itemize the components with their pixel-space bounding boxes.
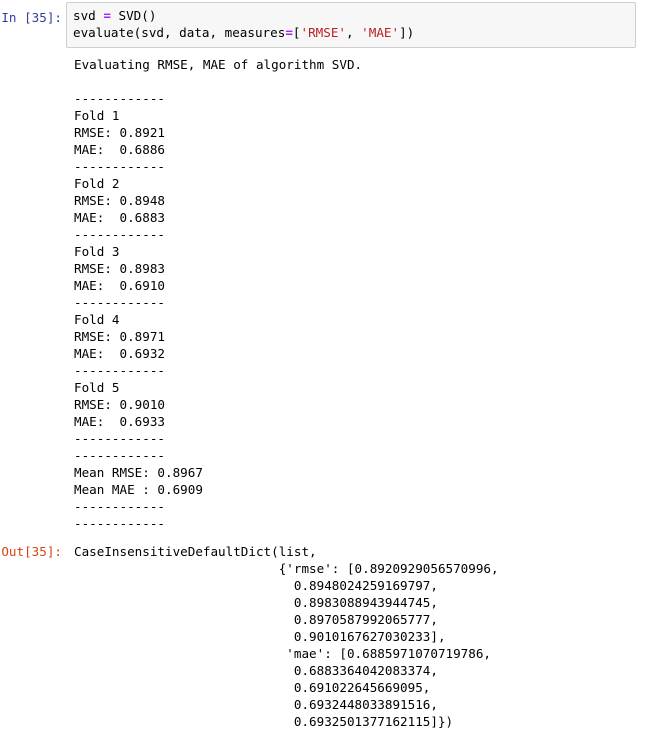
stdout-line: ------------ <box>74 363 165 378</box>
stdout-line: ------------ <box>74 448 165 463</box>
output-prompt: Out[35]: <box>1 544 62 559</box>
code-line-2: evaluate(svd, data, measures=['RMSE', 'MAE']) <box>73 25 415 40</box>
result-line: {'rmse': [0.8920929056570996, <box>74 561 499 576</box>
stdout-line: MAE: 0.6933 <box>74 414 165 429</box>
stdout-line: Fold 3 <box>74 244 120 259</box>
stdout-line: Fold 5 <box>74 380 120 395</box>
result-line: 0.691022645669095, <box>74 680 431 695</box>
result-line: 0.6932448033891516, <box>74 697 438 712</box>
stdout-line: Fold 4 <box>74 312 120 327</box>
result-output <box>74 543 499 730</box>
stdout-output <box>74 56 362 532</box>
result-line: 0.8983088943944745, <box>74 595 438 610</box>
stdout-line: RMSE: 0.8948 <box>74 193 165 208</box>
stdout-line: ------------ <box>74 516 165 531</box>
result-line: 0.8970587992065777, <box>74 612 438 627</box>
stdout-line: RMSE: 0.8971 <box>74 329 165 344</box>
stdout-line: RMSE: 0.8921 <box>74 125 165 140</box>
stdout-line: ------------ <box>74 91 165 106</box>
result-line: 0.9010167627030233], <box>74 629 446 644</box>
stdout-line: Fold 2 <box>74 176 120 191</box>
result-line: 'mae': [0.6885971070719786, <box>74 646 492 661</box>
stdout-line: Mean MAE : 0.6909 <box>74 482 203 497</box>
stdout-line: MAE: 0.6932 <box>74 346 165 361</box>
stdout-line: RMSE: 0.8983 <box>74 261 165 276</box>
result-line: CaseInsensitiveDefaultDict(list, <box>74 544 317 559</box>
stdout-line: Evaluating RMSE, MAE of algorithm SVD. <box>74 57 363 72</box>
stdout-line <box>74 73 362 90</box>
code-editor[interactable] <box>66 2 636 48</box>
stdout-line: Mean RMSE: 0.8967 <box>74 465 203 480</box>
result-line: 0.8948024259169797, <box>74 578 438 593</box>
stdout-line: Fold 1 <box>74 108 120 123</box>
stdout-line: ------------ <box>74 295 165 310</box>
stdout-line: RMSE: 0.9010 <box>74 397 165 412</box>
stdout-line: MAE: 0.6910 <box>74 278 165 293</box>
result-line: 0.6932501377162115]}) <box>74 714 454 729</box>
stdout-line: ------------ <box>74 499 165 514</box>
input-prompt: In [35]: <box>1 10 62 25</box>
stdout-line: ------------ <box>74 227 165 242</box>
result-line: 0.6883364042083374, <box>74 663 438 678</box>
stdout-line: MAE: 0.6886 <box>74 142 165 157</box>
code-line-1: svd = SVD() <box>73 8 157 23</box>
stdout-line: ------------ <box>74 159 165 174</box>
stdout-line: MAE: 0.6883 <box>74 210 165 225</box>
stdout-line: ------------ <box>74 431 165 446</box>
